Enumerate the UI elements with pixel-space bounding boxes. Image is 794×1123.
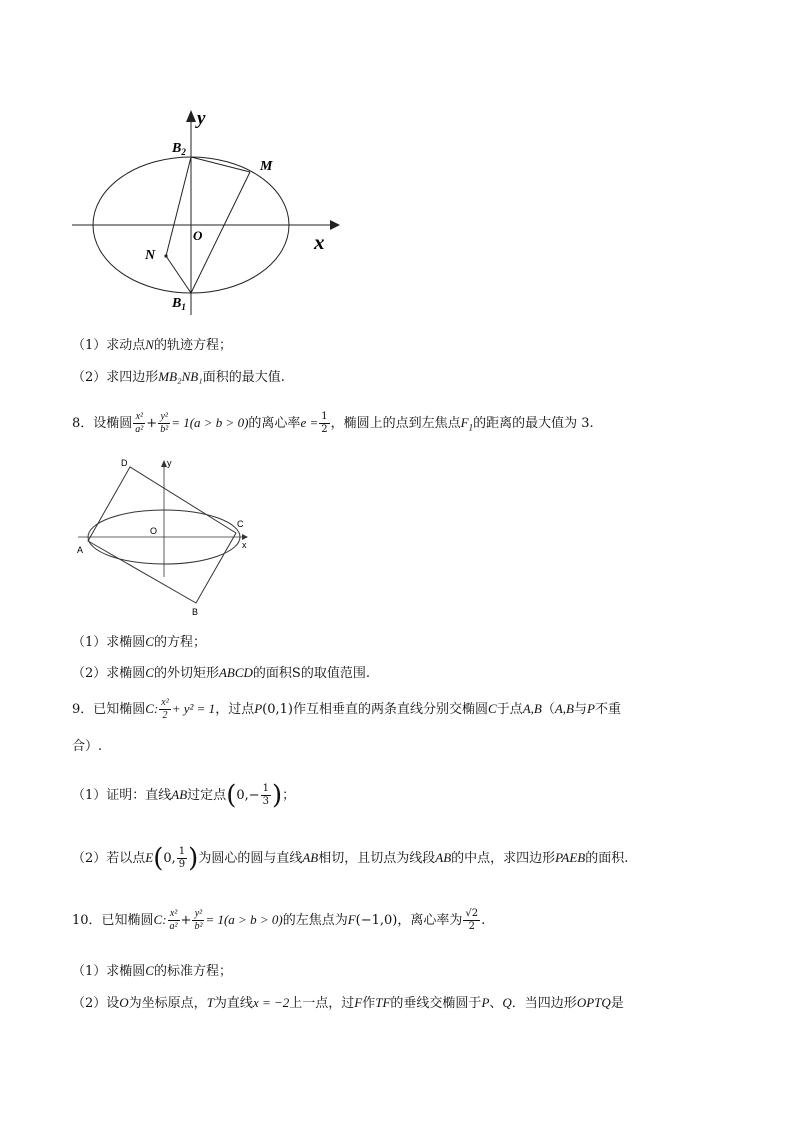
frac-one-third: $\frac{1}{3}$ xyxy=(262,783,270,807)
label-origin: O xyxy=(193,228,203,243)
q9-eq-tail: + y² = 1 xyxy=(171,701,216,716)
q9-statement xyxy=(72,694,621,725)
q7-part2 xyxy=(72,368,285,387)
q9-text2: 作互相垂直的两条直线分别交椭圆 xyxy=(292,702,488,717)
q9-part1: （1）证明：直线AB过定点(0,− $\frac{1}{3}$ )； xyxy=(72,780,296,811)
q9-part1-pt: 0,− xyxy=(236,788,260,803)
q10-text3: . xyxy=(481,913,486,928)
label-x: x xyxy=(242,540,247,550)
point-N xyxy=(164,254,167,257)
label-B2: $B_2$ xyxy=(172,141,186,157)
q9-part2-mid1: 为圆心的圆与直线 xyxy=(198,851,303,866)
label-N: N xyxy=(145,248,156,263)
q10-part2-Q: Q xyxy=(502,995,512,1010)
q8-part2-mid: 的外切矩形 xyxy=(153,666,219,681)
segment-B2-M xyxy=(191,157,250,172)
q8-cond: = 1(a > b > 0) xyxy=(171,415,249,430)
q8-part2-var: C xyxy=(145,665,154,680)
q9-number: 9．已知椭圆 xyxy=(72,702,146,717)
frac-x2-2: $\frac{\text{x²}}{2}$ xyxy=(161,697,169,721)
q9-part2-prefix: （2）若以点 xyxy=(72,851,146,866)
q10-part2-t5: 的垂线交椭圆于 xyxy=(390,996,482,1011)
q10-focus-coord: (−1,0) xyxy=(355,913,398,928)
q9-text5: 与 xyxy=(573,702,587,717)
segment-B2-N xyxy=(166,157,191,256)
q10-number: 10．已知椭圆 xyxy=(72,913,154,928)
frac-sqrt2-2: $\frac{√2}{2}$ xyxy=(465,908,479,932)
q8-number: 8．设椭圆 xyxy=(72,416,133,431)
q7-part2-var: MB₂NB₁ xyxy=(158,369,203,384)
q9-point-coord: (0,1) xyxy=(262,702,293,717)
q10-cond: = 1(a > b > 0) xyxy=(205,912,283,927)
q7-part2-suffix: 面积的最大值. xyxy=(202,370,285,385)
q9-ellipse-ref: C xyxy=(488,701,497,716)
q9-part2-pt: 0, xyxy=(163,851,176,866)
q9-part2-var2: AB xyxy=(435,850,452,865)
x-axis-arrow xyxy=(330,220,340,230)
q9-part2-mid3: 的中点，求四边形 xyxy=(451,851,556,866)
label-C: C xyxy=(237,519,244,529)
figure-ellipse-rectangle xyxy=(70,455,260,625)
q10-part1-suffix: 的标准方程； xyxy=(153,964,232,979)
segment-N-B1 xyxy=(166,256,191,293)
q9-part2: （2）若以点E(0, $\frac{1}{9}$ )为圆心的圆与直线AB相切，且切点为线段AB的中点，求四边形PAEB的面积. xyxy=(72,843,629,874)
q10-text2: ，离心率为 xyxy=(397,913,463,928)
q8-part2 xyxy=(72,664,370,683)
label-B: B xyxy=(192,607,199,617)
q8-ecc-text: 的离心率 xyxy=(248,416,301,431)
q10-part2-t6: 、 xyxy=(489,996,503,1011)
q7-part2-prefix: （2）求四边形 xyxy=(72,370,159,385)
label-A: A xyxy=(77,545,84,555)
figure-ellipse-quadrilateral xyxy=(60,100,360,320)
q10-text1: 的左焦点为 xyxy=(282,913,348,928)
q8-part2-prefix: （2）求椭圆 xyxy=(72,666,146,681)
q9-point: P xyxy=(254,701,263,716)
circumscribed-rectangle xyxy=(88,467,236,603)
q8-part2-suffix: 的面积S的取值范围. xyxy=(252,666,370,681)
q9-p2: P xyxy=(587,701,595,716)
q10-statement: 10．已知椭圆C: $\frac{\text{x²}}{\text{a²}}$ + $\frac{\text{y²}}{\text{b²}}$ = 1(a > b > 0)的左焦点为F(−1,0)，离心率为 $\frac{√2}{2}$ . xyxy=(72,908,486,932)
label-x: x xyxy=(314,230,325,254)
q9-text4: （ xyxy=(541,702,555,717)
frac-x2-a2-q10: $\frac{\text{x²}}{\text{a²}}$ xyxy=(169,908,178,932)
q10-part1 xyxy=(72,962,232,981)
q8-part1 xyxy=(72,633,206,652)
q8-tail-text: 的距离的最大值为 3. xyxy=(473,416,594,431)
q9-statement-line2 xyxy=(72,738,102,756)
q9-part2-var1: AB xyxy=(302,850,319,865)
q8-ecc-var: e = xyxy=(300,415,319,430)
q10-part2-TF: TF xyxy=(375,995,391,1010)
q10-part2-t1: 为坐标原点， xyxy=(128,996,207,1011)
q8-part1-prefix: （1）求椭圆 xyxy=(72,635,146,650)
q10-part2-t2: 为直线 xyxy=(213,996,253,1011)
frac-one-ninth: $\frac{1}{9}$ xyxy=(178,846,186,870)
q8-part1-var: C xyxy=(145,634,154,649)
q9-part1-var: AB xyxy=(171,787,188,802)
q9-part1-suffix: ； xyxy=(282,788,296,803)
q9-part1-prefix: （1）证明：直线 xyxy=(72,788,172,803)
q10-part2-o: O xyxy=(119,995,129,1010)
q8-focus: $F_1$ xyxy=(460,415,474,433)
q9-part2-suffix: 的面积. xyxy=(585,851,629,866)
q9-line2: 合）. xyxy=(72,739,103,754)
q10-ellipse-var: C: xyxy=(153,912,167,927)
q10-part2-t7: ．当四边形 xyxy=(511,996,577,1011)
q9-ab: A,B xyxy=(522,701,542,716)
q10-part2-prefix: （2）设 xyxy=(72,996,120,1011)
q10-part2-P: P xyxy=(481,995,490,1010)
frac-y2-b2: $\frac{\text{y²}}{\text{b²}}$ xyxy=(160,411,169,435)
q8-part1-suffix: 的方程； xyxy=(153,635,206,650)
q8-part2-var2: ABCD xyxy=(218,665,253,680)
q10-part2-F: F xyxy=(354,995,363,1010)
q9-part2-var3: PAEB xyxy=(555,850,586,865)
q10-focus: F xyxy=(347,912,356,927)
q7-part1-suffix: 的轨迹方程； xyxy=(153,338,232,353)
q9-part2-mid2: 相切，且切点为线段 xyxy=(318,851,436,866)
q10-part2-T: T xyxy=(206,995,214,1010)
label-O: O xyxy=(150,526,158,536)
q9-ellipse-var: C: xyxy=(145,701,159,716)
q8-middle-text: ，椭圆上的点到左焦点 xyxy=(330,416,461,431)
label-D: D xyxy=(121,458,128,468)
frac-x2-a2: $\frac{\text{x²}}{\text{a²}}$ xyxy=(135,411,144,435)
frac-half: $\frac{1}{2}$ xyxy=(321,411,328,435)
q9-part2-pt-var: E xyxy=(145,850,154,865)
q9-text6: 不重 xyxy=(594,702,621,717)
q10-part2 xyxy=(72,994,624,1013)
label-y: y xyxy=(197,108,206,129)
q10-part2-t3: 上一点，过 xyxy=(289,996,355,1011)
q9-part1-mid: 过定点 xyxy=(187,788,227,803)
q10-part2-OPTQ: OPTQ xyxy=(576,995,611,1010)
q7-part1 xyxy=(72,336,232,355)
label-B1: $B_1$ xyxy=(172,296,186,312)
q7-part1-var: N xyxy=(145,337,154,352)
q10-part2-t4: 作 xyxy=(362,996,376,1011)
label-y: y xyxy=(167,458,172,468)
q9-text1: ，过点 xyxy=(215,702,255,717)
q10-part1-prefix: （1）求椭圆 xyxy=(72,964,146,979)
q9-ab2: A,B xyxy=(554,701,574,716)
y-axis-arrow xyxy=(186,110,196,122)
q10-part2-line: x = −2 xyxy=(252,995,290,1010)
q9-text3: 于点 xyxy=(496,702,523,717)
label-M: M xyxy=(260,159,273,174)
q7-part1-prefix: （1）求动点 xyxy=(72,338,146,353)
frac-y2-b2-q10: $\frac{\text{y²}}{\text{b²}}$ xyxy=(194,908,203,932)
q10-part2-t8: 是 xyxy=(610,996,624,1011)
q10-part1-var: C xyxy=(145,963,154,978)
q8-statement: 8．设椭圆 $\frac{\text{x²}}{\text{a²}}$ + $\frac{\text{y²}}{\text{b²}}$ = 1(a > b > 0)的离心率e = $\frac{1}{2}$ ，椭圆上的点到左焦点$F_1$的距离的最大值为 3. xyxy=(72,411,594,435)
